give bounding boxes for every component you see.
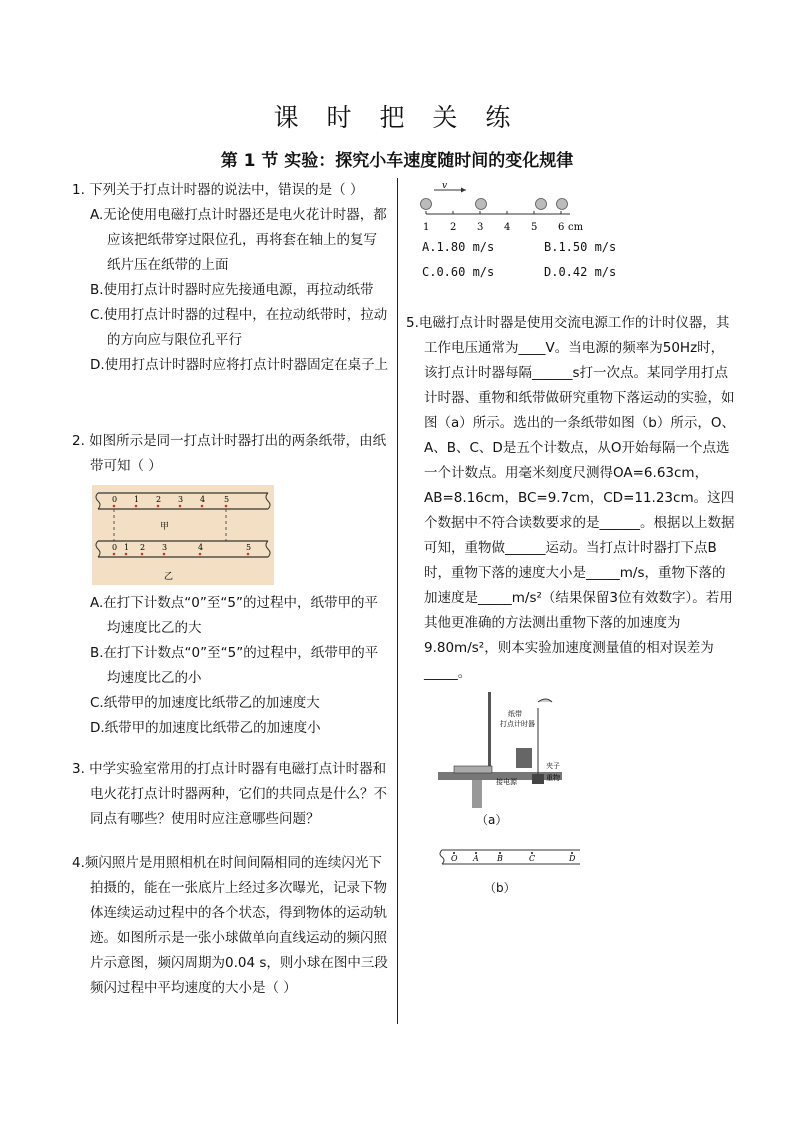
question-2-option-b: B.在打下计数点“0”至“5”的过程中，纸带甲的平均速度比乙的小 <box>90 645 379 686</box>
tape-a-dot-3 <box>179 505 182 508</box>
figure-b-caption: （b） <box>484 881 516 895</box>
tape-b-strip-edges <box>442 850 580 864</box>
question-2 <box>72 429 390 741</box>
tape-a-tick-0: 0 <box>112 495 118 504</box>
question-5-stem: 5.电磁打点计时器是使用交流电源工作的计时仪器，其工作电压通常为____V。当电源的频率为50Hz时，该打点计时器每隔______s打一次点。某同学用打点计时器、重物和纸带做研究重物下落运动的实验，如图（a）所示。选出的一条纸带如图（b）所示，O、A、B、C、D是五个计数点，从O开始每隔一个点选一个计数点。用毫米刻度尺测得OA=6.63cm，AB=8.16cm，BC=9.7cm，CD=11.23cm。这四个数据中不符合读数要求的是______。根据以上数据可知，重物做______运动。当打点计时器打下点B时，重物下落的速度大小是_____m/s，重物下落的加速度是_____m/s²（结果保留3位有效数字）。若用其他更准确的方法测出重物下落的加速度为9.80m/s²，则本实验加速度测量值的相对误差为_____。 <box>406 315 735 681</box>
figure-a-caption: （a） <box>476 813 508 827</box>
question-1-option-a: A.无论使用电磁打点计时器还是电火花计时器，都应该把纸带穿过限位孔，再将套在轴上的复写纸片压在纸带的上面 <box>90 207 387 273</box>
tape-b-label: 乙 <box>164 572 174 582</box>
tape-points-svg <box>438 844 608 870</box>
ruler-label-5: 5 <box>531 222 538 233</box>
ruler-label-1: 1 <box>423 222 430 233</box>
tape-a-tick-4: 4 <box>200 495 206 504</box>
tape-b-tick-2: 2 <box>140 543 146 552</box>
tape-a-dot-5 <box>225 505 228 508</box>
tape-b-tick-1: 1 <box>124 543 130 552</box>
stand-base <box>454 766 492 773</box>
question-4-stem: 4.频闪照片是用照相机在时间间隔相同的连续闪光下拍摄的，能在一张底片上经过多次曝光，记录下物体连续运动过程中的各个状态，得到物体的运动轨迹。如图所示是一张小球做单向直线运动的频闪照片示意图，频闪周期为0.04 s，则小球在图中三段频闪过程中平均速度的大小是（ ） <box>72 855 388 996</box>
tape-point-label-B: B <box>497 854 503 863</box>
tape-a-dot-1 <box>135 505 138 508</box>
tape-b-dot-4 <box>199 553 202 556</box>
question-4-options <box>422 235 722 285</box>
tape-point-label-A: A <box>473 854 479 863</box>
tape-point-label-O: O <box>451 854 458 863</box>
label-power: 接电源 <box>496 778 517 786</box>
tape-b-dot-5 <box>247 553 250 556</box>
ruler-unit: cm <box>568 222 584 233</box>
tape-figure <box>92 485 274 585</box>
page-title: 课 时 把 关 练 <box>273 103 521 132</box>
page-subtitle: 第 1 节 实验：探究小车速度随时间的变化规律 <box>220 151 574 171</box>
question-2-option-c: C.纸带甲的加速度比纸带乙的加速度大 <box>90 695 320 711</box>
question-2-option-a: A.在打下计数点“0”至“5”的过程中，纸带甲的平均速度比乙的大 <box>90 595 378 636</box>
tape-a-dot-4 <box>201 505 204 508</box>
tape-a-tick-5: 5 <box>224 495 230 504</box>
tape-b-dot-1 <box>125 553 128 556</box>
question-3 <box>72 757 390 832</box>
ruler-label-3: 3 <box>477 222 484 233</box>
weight <box>532 774 544 784</box>
strobe-ball-1 <box>421 199 432 210</box>
label-clip: 夹子 <box>546 762 560 770</box>
tape-b-tick-4: 4 <box>198 543 204 552</box>
tape-b-strip-end <box>440 850 444 864</box>
tape-a-tick-3: 3 <box>178 495 184 504</box>
ruler-label-4: 4 <box>504 222 511 233</box>
question-1-option-b: B.使用打点计时器时应先接通电源，再拉动纸带 <box>90 282 374 298</box>
ruler-label-6: 6 <box>558 222 565 233</box>
tape-b-dot-3 <box>163 553 166 556</box>
table-leg <box>472 780 482 808</box>
label-paper-tape: 纸带 <box>508 710 522 718</box>
question-1 <box>72 178 390 378</box>
question-4-option-b: B.1.50 m/s <box>544 240 617 254</box>
tape-a-label: 甲 <box>160 522 170 532</box>
velocity-label: v <box>442 181 448 191</box>
tape-points-figure <box>438 844 608 870</box>
question-4-option-d: D.0.42 m/s <box>544 265 617 279</box>
stand-rod <box>488 692 491 776</box>
label-weight: 重物 <box>546 774 560 782</box>
question-1-option-d: D.使用打点计时器时应将打点计时器固定在桌子上 <box>90 357 389 373</box>
tape-b-tick-3: 3 <box>162 543 168 552</box>
strobe-ball-2 <box>476 199 487 210</box>
question-4 <box>72 851 390 1001</box>
strobe-ball-3 <box>536 199 547 210</box>
question-2-option-d: D.纸带甲的加速度比纸带乙的加速度小 <box>90 720 321 736</box>
tape-a-dot-2 <box>157 505 160 508</box>
tape-b-tick-5: 5 <box>246 543 252 552</box>
question-4-option-c: C.0.60 m/s <box>422 265 495 279</box>
question-1-stem: 1. 下列关于打点计时器的说法中，错误的是（ ） <box>72 182 364 198</box>
hand <box>538 699 552 702</box>
tape-point-label-D: D <box>569 854 576 863</box>
column-divider <box>397 178 398 1024</box>
velocity-arrow-head <box>461 188 466 193</box>
question-1-option-c: C.使用打点计时器的过程中，在拉动纸带时，拉动的方向应与限位孔平行 <box>90 307 388 348</box>
tape-b-tick-0: 0 <box>112 543 118 552</box>
ruler-label-2: 2 <box>450 222 457 233</box>
question-4-option-a: A.1.80 m/s <box>422 240 495 254</box>
tape-b-dot-2 <box>141 553 144 556</box>
tape-point-label-C: C <box>529 854 536 863</box>
question-3-stem: 3. 中学实验室常用的打点计时器有电磁打点计时器和电火花打点计时器两种，它们的共同点是什么？不同点有哪些？使用时应注意哪些问题？ <box>72 761 387 827</box>
tape-b-dot-0 <box>113 553 116 556</box>
strobe-ball-4 <box>557 199 568 210</box>
question-2-stem: 2. 如图所示是同一打点计时器打出的两条纸带，由纸带可知（ ） <box>72 433 387 474</box>
question-5 <box>406 311 736 686</box>
strobe-figure <box>420 178 590 234</box>
strobe-figure-svg <box>420 178 590 234</box>
tape-a-tick-2: 2 <box>156 495 162 504</box>
tape-a-tick-1: 1 <box>134 495 140 504</box>
tape-figure-svg <box>92 485 274 585</box>
tape-a-dot-0 <box>113 505 116 508</box>
label-timer: 打点计时器 <box>500 720 535 728</box>
timer-body <box>516 748 532 768</box>
